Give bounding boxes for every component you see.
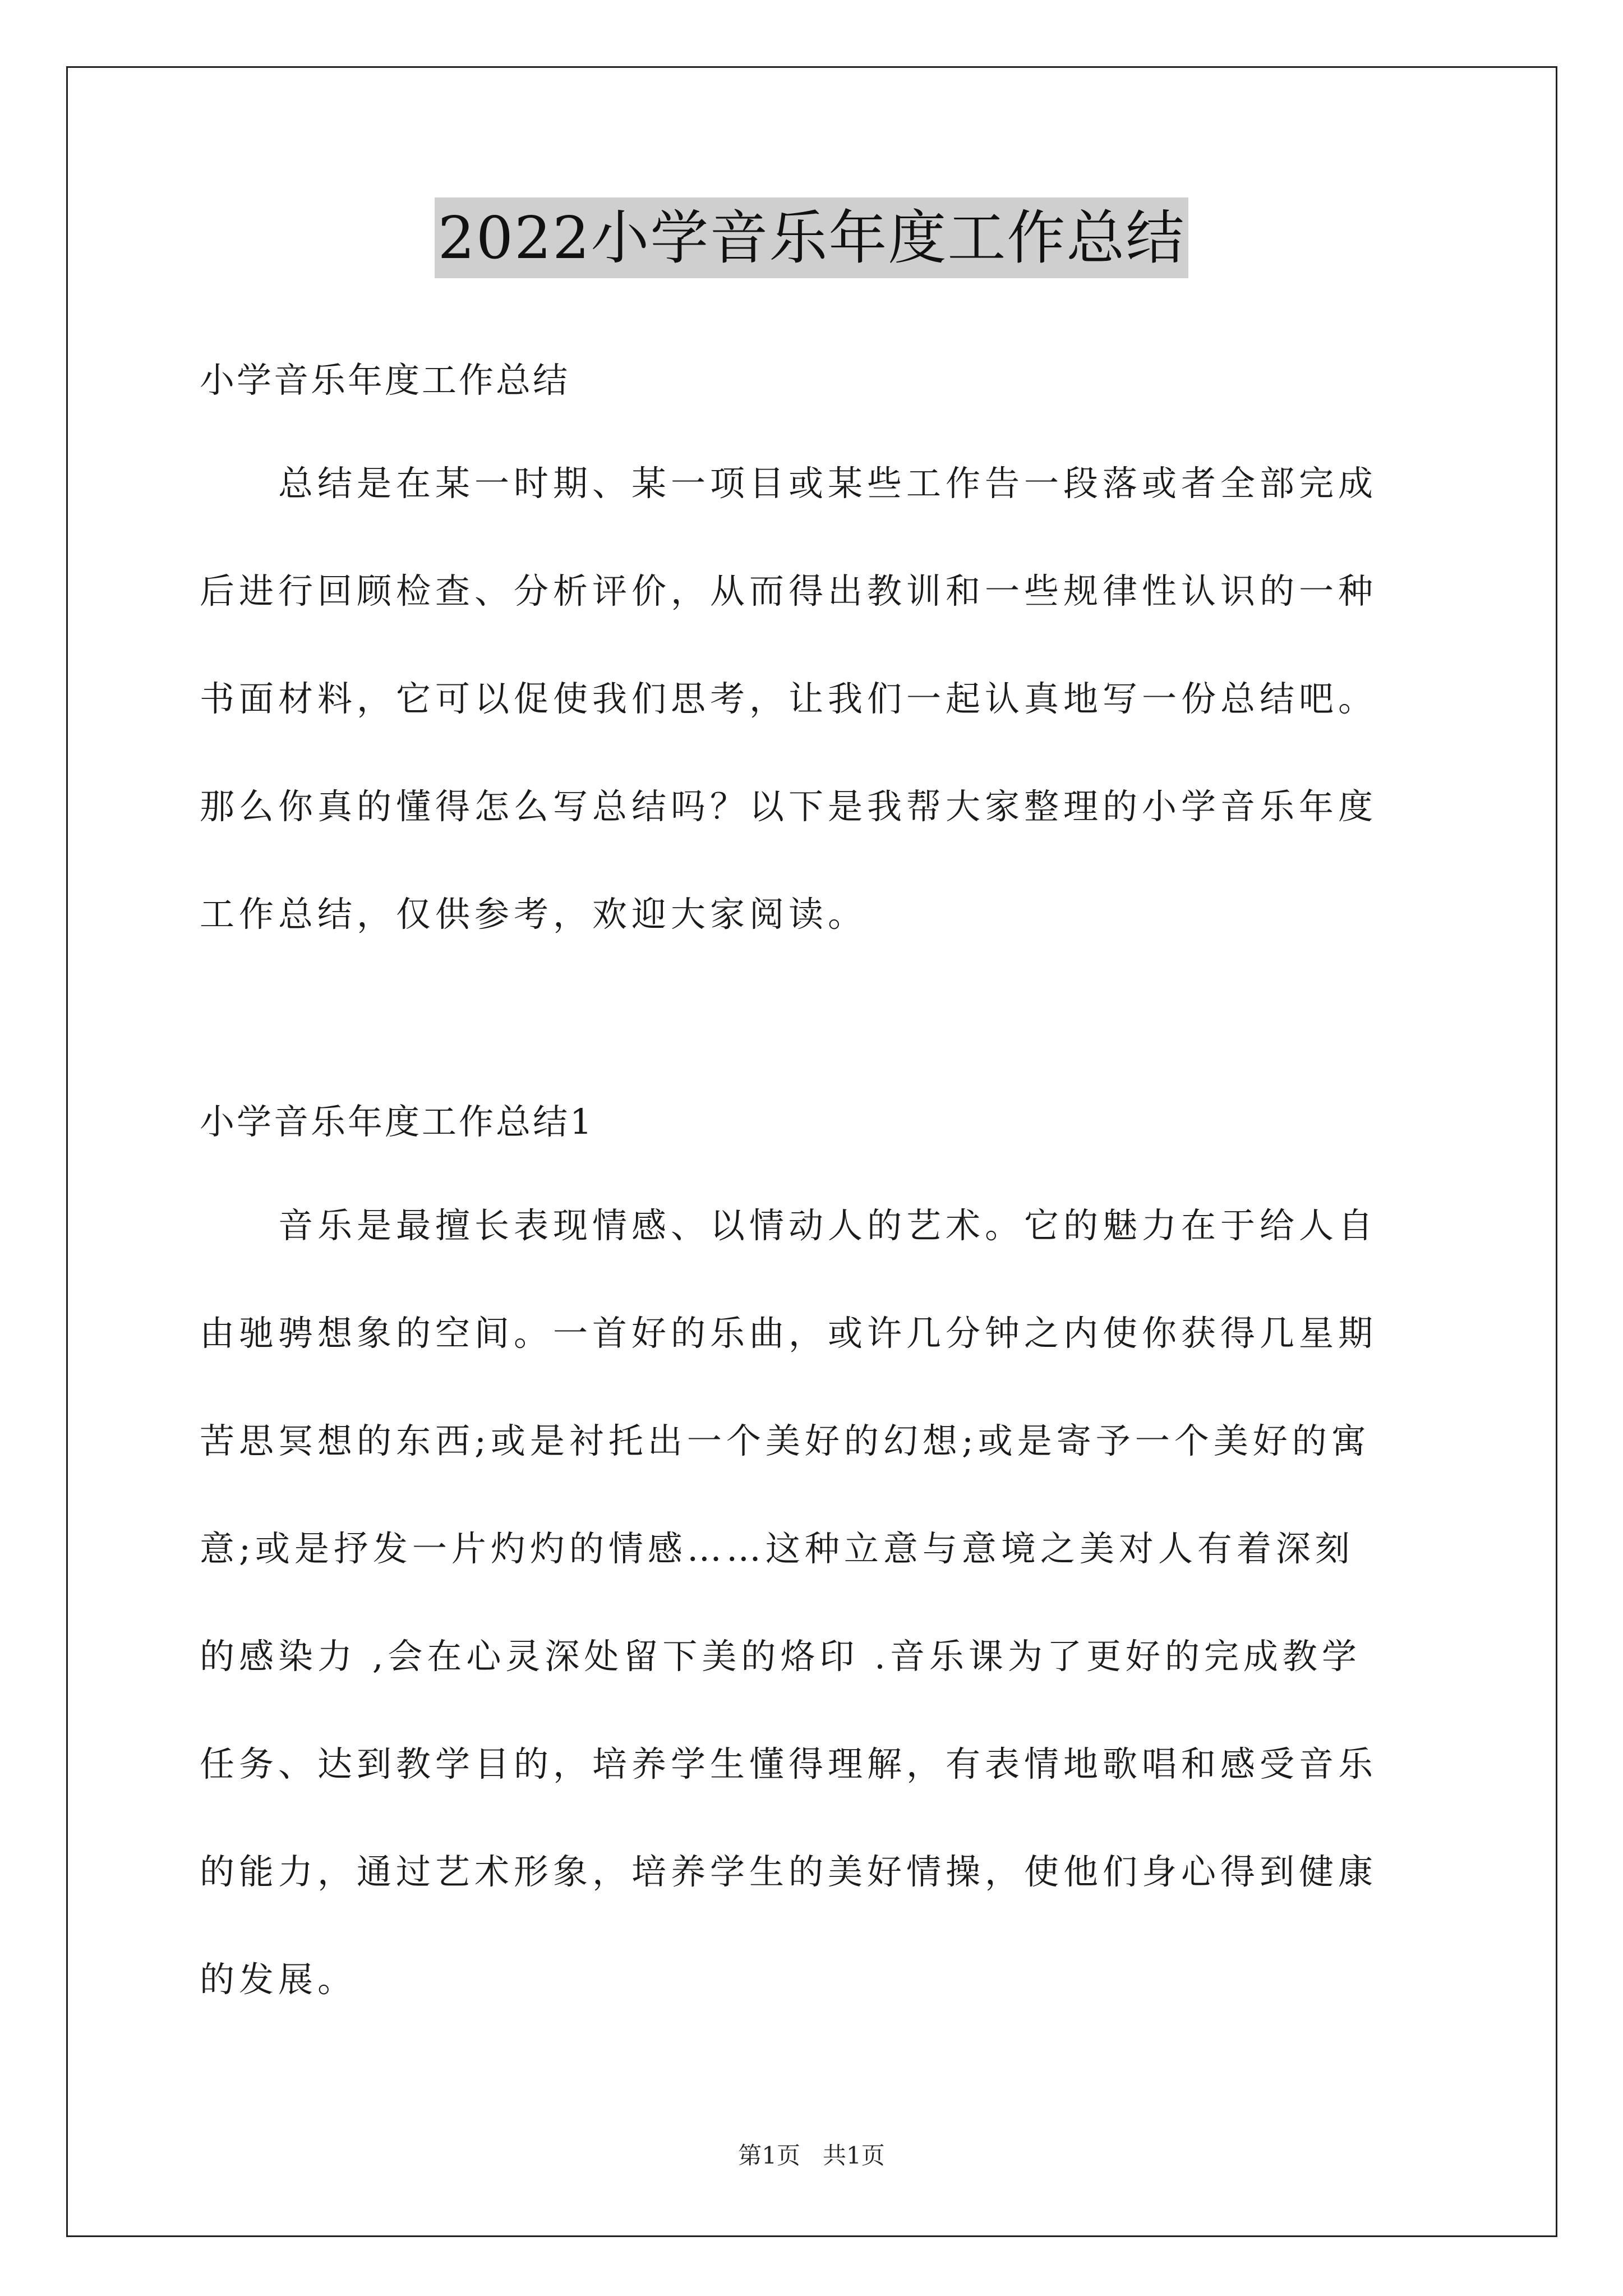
page-footer xyxy=(0,2140,1623,2171)
section-1-line: 意;或是抒发一片灼灼的情感……这种立意与意境之美对人有着深刻 xyxy=(200,1528,1354,1569)
intro-line: 后进行回顾检查、分析评价，从而得出教训和一些规律性认识的一种 xyxy=(200,570,1378,611)
section-1-line: 由驰骋想象的空间。一首好的乐曲，或许几分钟之内使你获得几星期 xyxy=(200,1313,1378,1354)
section-1-line: 任务、达到教学目的，培养学生懂得理解，有表情地歌唱和感受音乐 xyxy=(200,1743,1378,1784)
intro-line: 总结是在某一时期、某一项目或某些工作告一段落或者全部完成 xyxy=(200,463,1378,504)
page-total: 共1页 xyxy=(823,2142,885,2169)
intro-line: 那么你真的懂得怎么写总结吗？以下是我帮大家整理的小学音乐年度 xyxy=(200,786,1378,827)
section-1-paragraph xyxy=(200,1203,1433,2065)
document-title: 2022小学音乐年度工作总结 xyxy=(435,197,1189,278)
section-1-line: 的能力，通过艺术形象，培养学生的美好情操，使他们身心得到健康 xyxy=(200,1851,1378,1892)
section-1-line: 苦思冥想的东西;或是衬托出一个美好的幻想;或是寄予一个美好的寓 xyxy=(200,1420,1371,1461)
section-1-heading: 小学音乐年度工作总结1 xyxy=(200,1101,594,1142)
intro-paragraph xyxy=(200,461,1433,1000)
title-container xyxy=(0,197,1623,278)
intro-line: 书面材料，它可以促使我们思考，让我们一起认真地写一份总结吧。 xyxy=(200,678,1378,719)
intro-line: 工作总结，仅供参考，欢迎大家阅读。 xyxy=(200,894,868,935)
document-subtitle: 小学音乐年度工作总结 xyxy=(200,360,570,401)
page-number: 第1页 xyxy=(738,2142,800,2169)
section-1-line: 音乐是最擅长表现情感、以情动人的艺术。它的魅力在于给人自 xyxy=(200,1205,1378,1246)
section-1-line: 的发展。 xyxy=(200,1959,357,2000)
section-1-line: 的感染力 ,会在心灵深处留下美的烙印 .音乐课为了更好的完成教学 xyxy=(200,1636,1361,1677)
